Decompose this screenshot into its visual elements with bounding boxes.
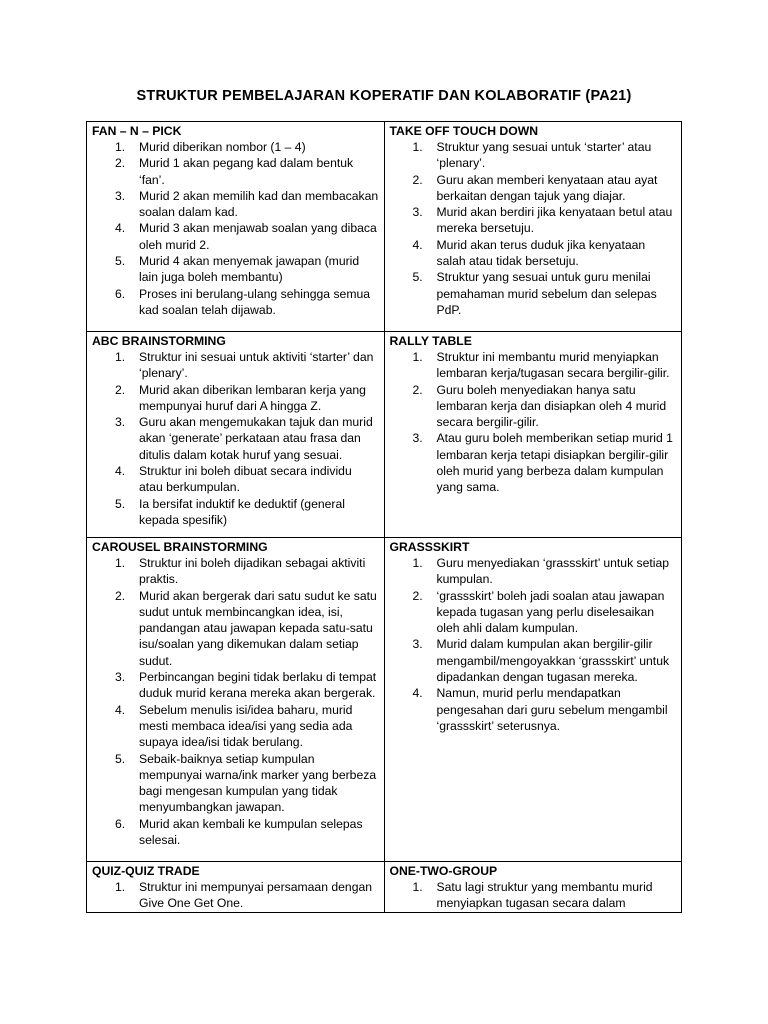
list-item-text: Murid 1 akan pegang kad dalam bentuk ‘fan’. <box>139 156 354 187</box>
list-item-text: Struktur ini membantu murid menyiapkan lembaran kerja/tugasan secara bergilir-gilir. <box>436 350 670 381</box>
list-item-number: 4. <box>412 237 423 252</box>
list-item-number: 3. <box>412 205 423 220</box>
list-item <box>92 139 379 155</box>
structure-cell-take-off-touch-down <box>384 122 682 332</box>
list-item <box>92 669 379 702</box>
list-item-number: 3. <box>115 670 126 685</box>
table-row <box>87 122 682 332</box>
cell-heading: GRASSSKIRT <box>389 540 470 554</box>
list-item <box>92 220 379 253</box>
list-item-number: 3. <box>115 415 126 430</box>
list-item <box>92 702 379 751</box>
numbered-list <box>390 555 677 734</box>
list-item-number: 3. <box>412 431 423 446</box>
list-item-text: Murid akan diberikan lembaran kerja yang mempunyai huruf dari A hingga Z. <box>139 382 366 413</box>
list-item <box>92 751 379 816</box>
list-item-number: 1. <box>115 350 126 364</box>
table-row <box>87 538 682 862</box>
list-item-number: 4. <box>412 686 423 701</box>
list-item <box>390 172 677 205</box>
numbered-list <box>390 349 677 496</box>
list-item-text: Namun, murid perlu mendapatkan pengesahan dari guru sebelum mengambil ‘grassskirt’ seterusnya. <box>436 686 668 733</box>
numbered-list <box>390 879 677 912</box>
cell-heading: ONE-TWO-GROUP <box>389 864 498 878</box>
list-item-text: Satu lagi struktur yang membantu murid menyiapkan tugasan secara dalam <box>436 880 653 911</box>
list-item-number: 3. <box>412 637 423 652</box>
structure-cell-carousel-brainstorming <box>87 538 385 862</box>
list-item-text: Struktur yang sesuai untuk ‘starter’ atau ‘plenary’. <box>436 140 652 171</box>
list-item <box>92 382 379 415</box>
cell-heading: RALLY TABLE <box>389 334 472 348</box>
list-item-text: Murid akan bergerak dari satu sudut ke satu sudut untuk membincangkan idea, isi, pandangan atau jawapan kepada satu-satu isu/soalan yang dikemukan dalam setiap sudut. <box>139 588 377 668</box>
list-item-number: 1. <box>412 556 423 570</box>
list-item <box>390 879 677 912</box>
list-item <box>92 879 379 912</box>
list-item-number: 1. <box>115 556 126 570</box>
list-item <box>92 414 379 463</box>
list-item-text: Murid akan berdiri jika kenyataan betul atau mereka bersetuju. <box>436 205 673 236</box>
list-item <box>92 155 379 188</box>
list-item-number: 2. <box>115 156 126 171</box>
list-item-number: 2. <box>115 382 126 397</box>
list-item-number: 6. <box>115 816 126 831</box>
list-item <box>390 382 677 431</box>
list-item-number: 1. <box>115 140 126 154</box>
list-item <box>92 816 379 849</box>
list-item-number: 4. <box>115 702 126 717</box>
list-item-number: 1. <box>412 880 423 894</box>
list-item <box>390 588 677 637</box>
list-item <box>92 253 379 286</box>
list-item <box>390 430 677 495</box>
list-item-text: Murid dalam kumpulan akan bergilir-gilir mengambil/mengoyakkan ‘grassskirt’ untuk dipadankan dengan tugasan mereka. <box>436 637 670 685</box>
list-item <box>92 555 379 588</box>
list-item-text: ‘grassskirt’ boleh jadi soalan atau jawapan kepada tugasan yang perlu diselesaikan oleh ahli dalam kumpulan. <box>436 588 665 636</box>
structure-cell-quiz-quiz-trade <box>87 862 385 913</box>
structure-cell-one-two-group <box>384 862 682 913</box>
cell-heading: ABC BRAINSTORMING <box>92 334 226 348</box>
list-item-number: 1. <box>115 880 126 894</box>
list-item-text: Murid 2 akan memilih kad dan membacakan soalan dalam kad. <box>139 188 379 220</box>
list-item-number: 5. <box>412 270 423 285</box>
cell-heading: CAROUSEL BRAINSTORMING <box>92 540 268 554</box>
list-item-text: Guru akan memberi kenyataan atau ayat berkaitan dengan tajuk yang diajar. <box>436 172 658 203</box>
list-item-text: Sebaik-baiknya setiap kumpulan mempunyai warna/ink marker yang berbeza bagi mengesan kumpulan yang tidak menyumbangkan jawapan. <box>139 751 377 815</box>
list-item-number: 2. <box>412 588 423 603</box>
list-item <box>92 496 379 529</box>
list-item <box>390 349 677 382</box>
document-title: STRUKTUR PEMBELAJARAN KOPERATIF DAN KOLABORATIF (PA21) <box>136 88 632 104</box>
list-item <box>390 237 677 270</box>
list-item <box>390 636 677 685</box>
cell-heading: FAN – N – PICK <box>92 124 182 138</box>
list-item <box>390 139 677 172</box>
list-item-text: Struktur ini boleh dijadikan sebagai aktiviti praktis. <box>139 556 366 587</box>
numbered-list <box>92 555 379 848</box>
list-item-text: Guru akan mengemukakan tajuk dan murid akan ‘generate’ perkataan atau frasa dan ditulis dalam kotak huruf yang sesuai. <box>139 415 373 462</box>
list-item-text: Struktur yang sesuai untuk guru menilai pemahaman murid sebelum dan selepas PdP. <box>436 270 657 317</box>
list-item <box>92 286 379 319</box>
structure-cell-fan-n-pick <box>87 122 385 332</box>
list-item-number: 2. <box>115 588 126 603</box>
list-item-text: Atau guru boleh memberikan setiap murid 1 lembaran kerja tetapi disiapkan bergilir-gilir oleh murid yang berbeza dalam kumpulan yang sama. <box>436 431 673 495</box>
list-item-text: Proses ini berulang-ulang sehingga semua kad soalan telah dijawab. <box>139 286 371 317</box>
structure-cell-abc-brainstorming <box>87 332 385 538</box>
list-item <box>390 555 677 588</box>
structure-cell-grassskirt <box>384 538 682 862</box>
list-item-number: 1. <box>412 350 423 364</box>
list-item-number: 2. <box>412 172 423 187</box>
list-item-number: 4. <box>115 221 126 236</box>
list-item-text: Struktur ini boleh dibuat secara individu atau berkumpulan. <box>139 464 352 495</box>
list-item <box>92 588 379 669</box>
list-item-number: 5. <box>115 751 126 766</box>
cell-heading: QUIZ-QUIZ TRADE <box>92 864 200 878</box>
list-item-text: Ia bersifat induktif ke deduktif (general kepada spesifik) <box>139 496 345 527</box>
list-item-text: Murid diberikan nombor (1 – 4) <box>139 140 306 154</box>
list-item-number: 2. <box>412 382 423 397</box>
list-item-text: Murid akan terus duduk jika kenyataan salah atau tidak bersetuju. <box>436 237 646 269</box>
list-item-text: Murid 3 akan menjawab soalan yang dibaca oleh murid 2. <box>139 221 377 252</box>
list-item-text: Guru menyediakan ‘grassskirt’ untuk setiap kumpulan. <box>436 556 670 587</box>
structure-table <box>86 121 682 913</box>
list-item-text: Murid 4 akan menyemak jawapan (murid lain juga boleh membantu) <box>139 254 360 285</box>
list-item-text: Perbincangan begini tidak berlaku di tempat duduk murid kerana mereka akan bergerak. <box>139 670 377 701</box>
list-item-number: 4. <box>115 464 126 479</box>
list-item-number: 1. <box>412 140 423 154</box>
cell-heading: TAKE OFF TOUCH DOWN <box>389 124 538 138</box>
list-item <box>92 349 379 382</box>
list-item-text: Struktur ini mempunyai persamaan dengan Give One Get One. <box>139 880 373 911</box>
list-item-number: 6. <box>115 286 126 301</box>
list-item <box>390 685 677 734</box>
structure-cell-rally-table <box>384 332 682 538</box>
list-item-text: Sebelum menulis isi/idea baharu, murid mesti membaca idea/isi yang sedia ada supaya idea/isi tidak berulang. <box>139 702 353 750</box>
list-item <box>390 269 677 318</box>
numbered-list <box>92 879 379 912</box>
table-row <box>87 862 682 913</box>
list-item-text: Struktur ini sesuai untuk aktiviti ‘starter’ dan ‘plenary’. <box>139 350 374 381</box>
list-item <box>92 463 379 496</box>
list-item <box>390 204 677 237</box>
numbered-list <box>92 349 379 528</box>
table-row <box>87 332 682 538</box>
list-item-text: Guru boleh menyediakan hanya satu lembaran kerja dan disiapkan oleh 4 murid secara bergilir-gilir. <box>436 382 667 430</box>
numbered-list <box>92 139 379 318</box>
list-item-number: 5. <box>115 254 126 269</box>
list-item-text: Murid akan kembali ke kumpulan selepas selesai. <box>139 816 363 848</box>
list-item-number: 5. <box>115 496 126 511</box>
list-item <box>92 188 379 221</box>
list-item-number: 3. <box>115 188 126 203</box>
numbered-list <box>390 139 677 318</box>
